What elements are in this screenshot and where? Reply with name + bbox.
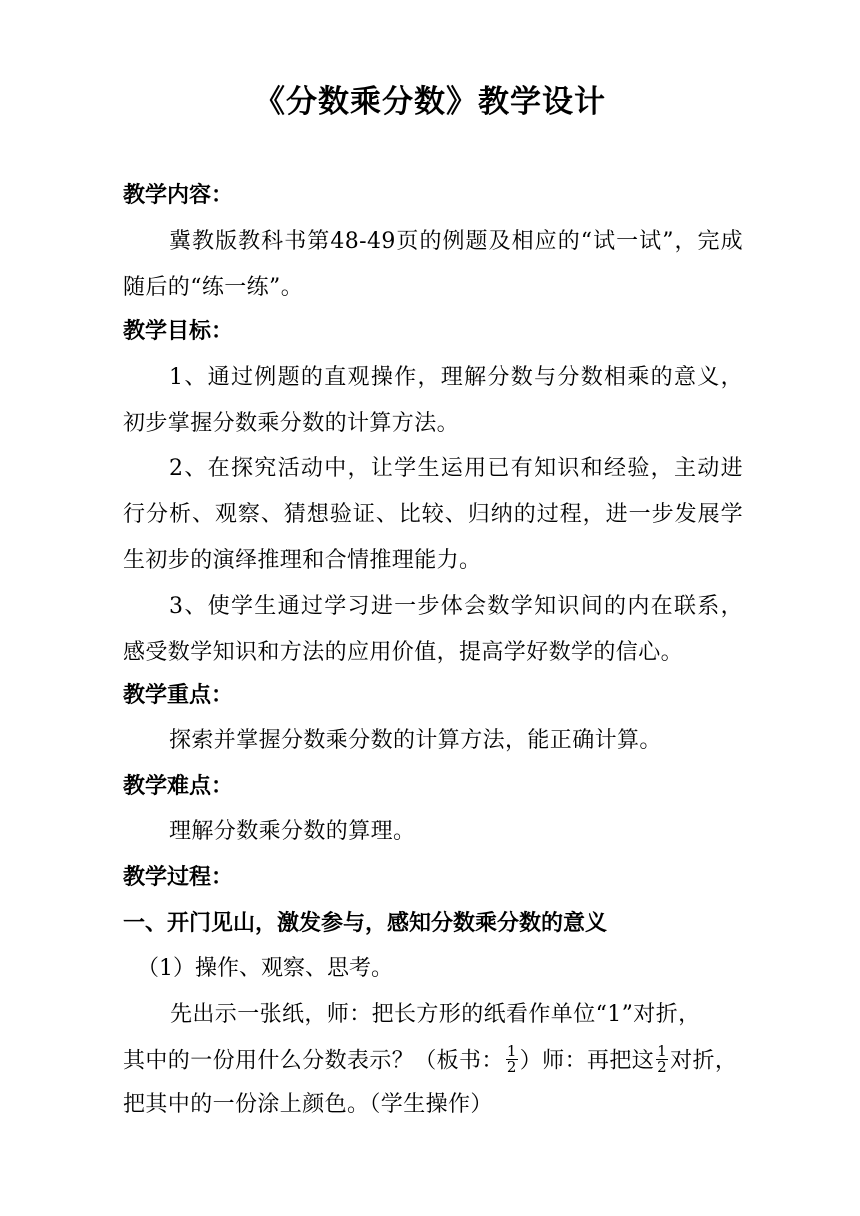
goal-item-1: 1、通过例题的直观操作，理解分数与分数相乘的意义，初步掌握分数乘分数的计算方法。 [123,365,743,436]
fraction-numerator-2: 1 [657,1042,668,1060]
part-one-heading: 一、开门见山，激发参与，感知分数乘分数的意义 [123,910,608,936]
difficulties-paragraph: 理解分数乘分数的算理。 [169,819,416,844]
process-paragraph-line-3: 把其中的一份涂上颜色。（学生操作） [123,1092,493,1117]
fraction-numerator: 1 [506,1042,517,1060]
goal-item-2: 2、在探究活动中，让学生运用已有知识和经验，主动进行分析、观察、猜想验证、比较、归纳的过程，进一步发展学生初步的演绎推理和合情推理能力。 [123,456,743,573]
process-heading: 教学过程： [123,864,234,890]
difficulties-heading: 教学难点： [123,773,234,799]
process-line-2-part-c: 对折， [670,1048,738,1074]
step-one-label: （1）操作、观察、思考。 [137,956,393,981]
process-line-2-part-a: 其中的一份用什么分数表示？（板书： [123,1048,504,1074]
content-heading: 教学内容： [123,182,234,208]
fraction-denominator: 2 [506,1058,517,1076]
document-title: 《分数乘分数》教学设计 [254,84,606,120]
fraction-one-half [506,1044,518,1075]
goal-item-3: 3、使学生通过学习进一步体会数学知识间的内在联系，感受数学知识和方法的应用价值，提高学好数学的信心。 [123,594,743,665]
fraction-one-half-2 [656,1044,668,1075]
fraction-denominator-2: 2 [657,1058,668,1076]
process-paragraph-line-2 [123,1042,738,1077]
process-paragraph-line-1: 先出示一张纸，师：把长方形的纸看作单位“1”对折， [170,1002,701,1027]
goals-heading: 教学目标： [123,318,234,344]
key-points-heading: 教学重点： [123,682,234,708]
process-line-2-part-b: ）师：再把这 [519,1048,655,1074]
key-points-paragraph: 探索并掌握分数乘分数的计算方法，能正确计算。 [169,728,662,753]
content-paragraph: 冀教版教科书第48-49页的例题及相应的“试一试”，完成随后的“练一练”。 [123,229,743,300]
